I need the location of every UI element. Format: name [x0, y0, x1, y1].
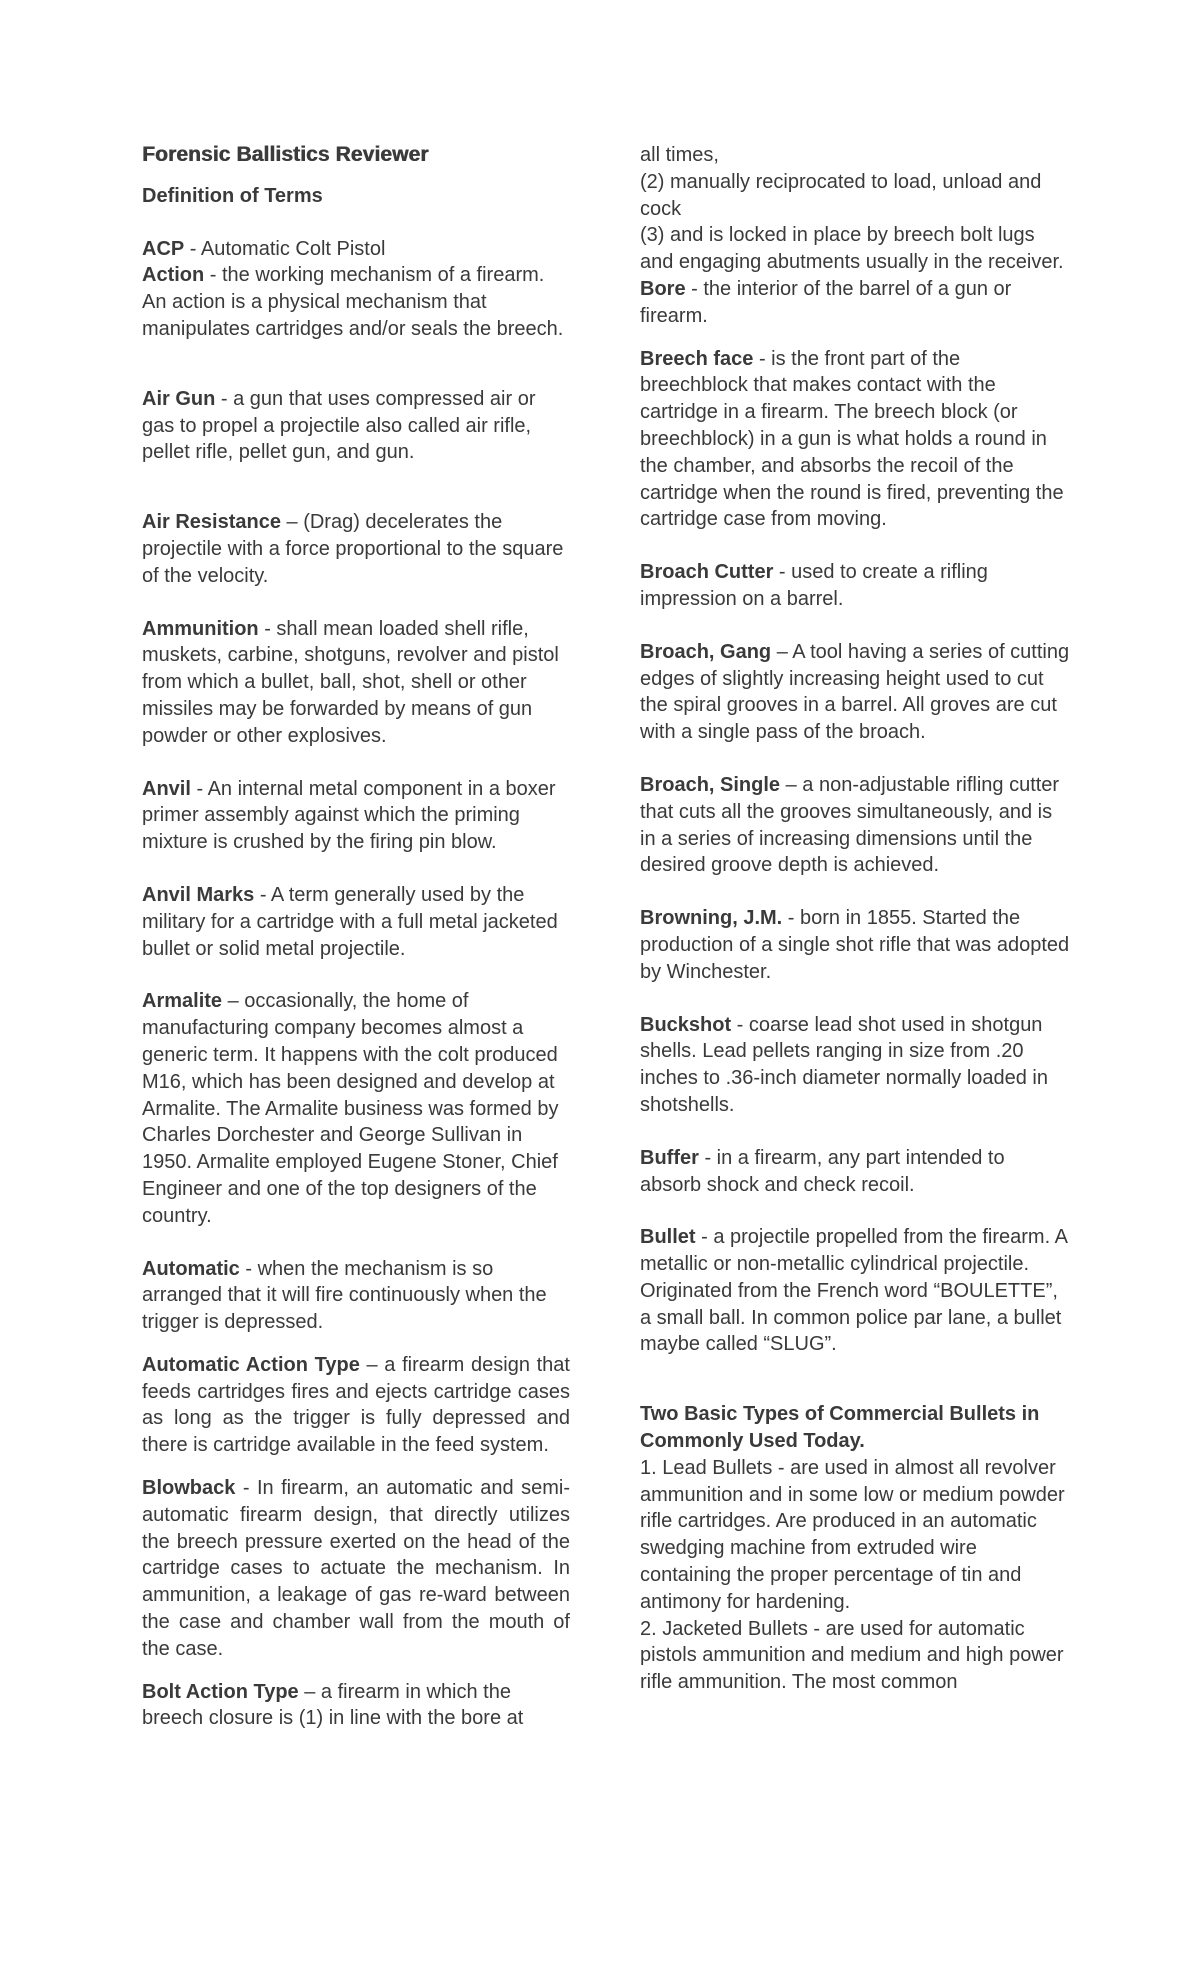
definition-entry [640, 905, 1070, 985]
definition-entry [640, 1224, 1070, 1358]
definition: – (Drag) decelerates the projectile with a force proportional to the square of the velocity. [142, 511, 564, 587]
definition-entry [142, 776, 570, 856]
term: Air Gun [142, 387, 216, 410]
bullet-types-heading: Two Basic Types of Commercial Bullets in Commonly Used Today. [640, 1403, 1040, 1453]
definition: - is the front part of the breechblock that makes contact with the cartridge in a firearm. The breech block (or breechblock) in a gun is what holds a round in the chamber, and absorbs the recoil of the cartridge when the round is fired, preventing the cartridge case from moving. [640, 347, 1064, 531]
term: Broach, Single [640, 773, 781, 796]
term: Automatic [142, 1257, 240, 1280]
definition: - A term generally used by the military for a cartridge with a full metal jacketed bullet or solid metal projectile. [142, 883, 558, 960]
definition: - shall mean loaded shell rifle, muskets, carbine, shotguns, revolver and pistol from which a bullet, ball, shot, shell or other missiles may be forwarded by means of gun powder or other explosives. [142, 617, 559, 747]
definition-entry [142, 882, 570, 962]
term: Bullet [640, 1226, 696, 1249]
term: Buffer [640, 1146, 699, 1169]
term: Air Resistance [142, 511, 281, 534]
definition-entry [142, 262, 570, 342]
section-subtitle: Definition of Terms [142, 184, 323, 207]
definition: - Automatic Colt Pistol [184, 237, 386, 260]
definition: – occasionally, the home of manufacturing company becomes almost a generic term. It happens with the colt produced M16, which has been designed and develop at Armalite. The Armalite business was formed by Charles Dorchester and George Sullivan in 1950. Armalite employed Eugene Stoner, Chief Engineer and one of the top designers of the country. [142, 990, 559, 1227]
bullet-types-section [640, 1401, 1070, 1696]
definition: - a gun that uses compressed air or gas to propel a projectile also called air rifle, pellet rifle, pellet gun, and gun. [142, 387, 536, 464]
term: Anvil Marks [142, 883, 255, 906]
definition-entry [142, 509, 570, 589]
document-title: Forensic Ballistics Reviewer [142, 143, 429, 166]
definition: - the working mechanism of a firearm. An action is a physical mechanism that manipulates cartridges and/or seals the breech. [142, 264, 564, 340]
left-column [142, 142, 570, 1758]
definition-entry [640, 1145, 1070, 1199]
definition-entry [142, 386, 570, 466]
definition: - when the mechanism is so arranged that it will fire continuously when the trigger is depressed. [142, 1257, 547, 1334]
definition: – A tool having a series of cutting edges of slightly increasing height used to cut the spiral grooves in a barrel. All groves are cut with a single pass of the broach. [640, 640, 1070, 744]
definition-entry [640, 276, 1070, 330]
continuation-line: (3) and is locked in place by breech bolt lugs and engaging abutments usually in the receiver. [640, 224, 1064, 274]
term: Action [142, 264, 205, 287]
term: Buckshot [640, 1013, 732, 1036]
definition-entry [640, 346, 1070, 534]
definition: - coarse lead shot used in shotgun shells. Lead pellets ranging in size from .20 inches to .36-inch diameter normally loaded in shotshells. [640, 1013, 1048, 1116]
term: Anvil [142, 777, 191, 800]
term: Breech face [640, 347, 754, 370]
definition: – a firearm in which the breech closure is (1) in line with the bore at [142, 1680, 524, 1730]
definition: – a non-adjustable rifling cutter that cuts all the grooves simultaneously, and is in a series of increasing dimensions until the desired groove depth is achieved. [640, 773, 1060, 877]
definition-entry [142, 1256, 570, 1336]
term: Broach, Gang [640, 640, 772, 663]
term: Armalite [142, 990, 223, 1013]
bolt-action-continuation [640, 142, 1070, 276]
definition-entry [640, 772, 1070, 879]
definition: - used to create a rifling impression on a barrel. [640, 561, 988, 610]
bullet-type-item: 1. Lead Bullets - are used in almost all revolver ammunition and in some low or medium powder rifle cartridges. Are produced in an automatic swedging machine from extruded wire containing the proper percentage of tin and antimony for hardening. [640, 1456, 1065, 1613]
continuation-line: (2) manually reciprocated to load, unload and cock [640, 170, 1042, 220]
definition: - In firearm, an automatic and semi-automatic firearm design, that directly utilizes the breech pressure exerted on the head of the cartridge cases to actuate the mechanism. In ammunition, a leakage of gas re-ward between the case and chamber wall from the mouth of the case. [142, 1477, 570, 1660]
term: Broach Cutter [640, 561, 774, 584]
right-column [640, 142, 1070, 1722]
term: Browning, J.M. [640, 907, 783, 930]
definition: – a firearm design that feeds cartridges fires and ejects cartridge cases as long as the trigger is fully depressed and there is cartridge available in the feed system. [142, 1353, 570, 1457]
definition: - a projectile propelled from the firearm. A metallic or non-metallic cylindrical projectile. Originated from the French word “BOULETTE”, a small ball. In common police par lane, a bullet maybe called “SLUG”. [640, 1226, 1067, 1356]
term: Ammunition [142, 617, 259, 640]
definition-entry [640, 639, 1070, 746]
definition-entry [142, 236, 570, 263]
bullet-type-item: 2. Jacketed Bullets - are used for automatic pistols ammunition and medium and high power rifle ammunition. The most common [640, 1617, 1064, 1694]
definition: - born in 1855. Started the production of a single shot rifle that was adopted by Winchester. [640, 907, 1070, 983]
continuation-line: all times, [640, 144, 719, 166]
definition: - the interior of the barrel of a gun or firearm. [640, 277, 1012, 327]
definition-entry [640, 559, 1070, 613]
definition: - An internal metal component in a boxer primer assembly against which the priming mixture is crushed by the firing pin blow. [142, 777, 556, 854]
definition-entry [640, 1012, 1070, 1119]
term: Blowback [142, 1477, 236, 1500]
term: Bore [640, 277, 686, 300]
term: ACP [142, 237, 185, 260]
definition-entry [142, 1679, 570, 1733]
term: Automatic Action Type [142, 1353, 360, 1376]
term: Bolt Action Type [142, 1680, 299, 1703]
definition-entry [142, 616, 570, 750]
definition-entry [142, 1352, 570, 1459]
definition-entry [142, 1475, 570, 1663]
definition-entry [142, 988, 570, 1229]
definition: - in a firearm, any part intended to absorb shock and check recoil. [640, 1146, 1005, 1196]
